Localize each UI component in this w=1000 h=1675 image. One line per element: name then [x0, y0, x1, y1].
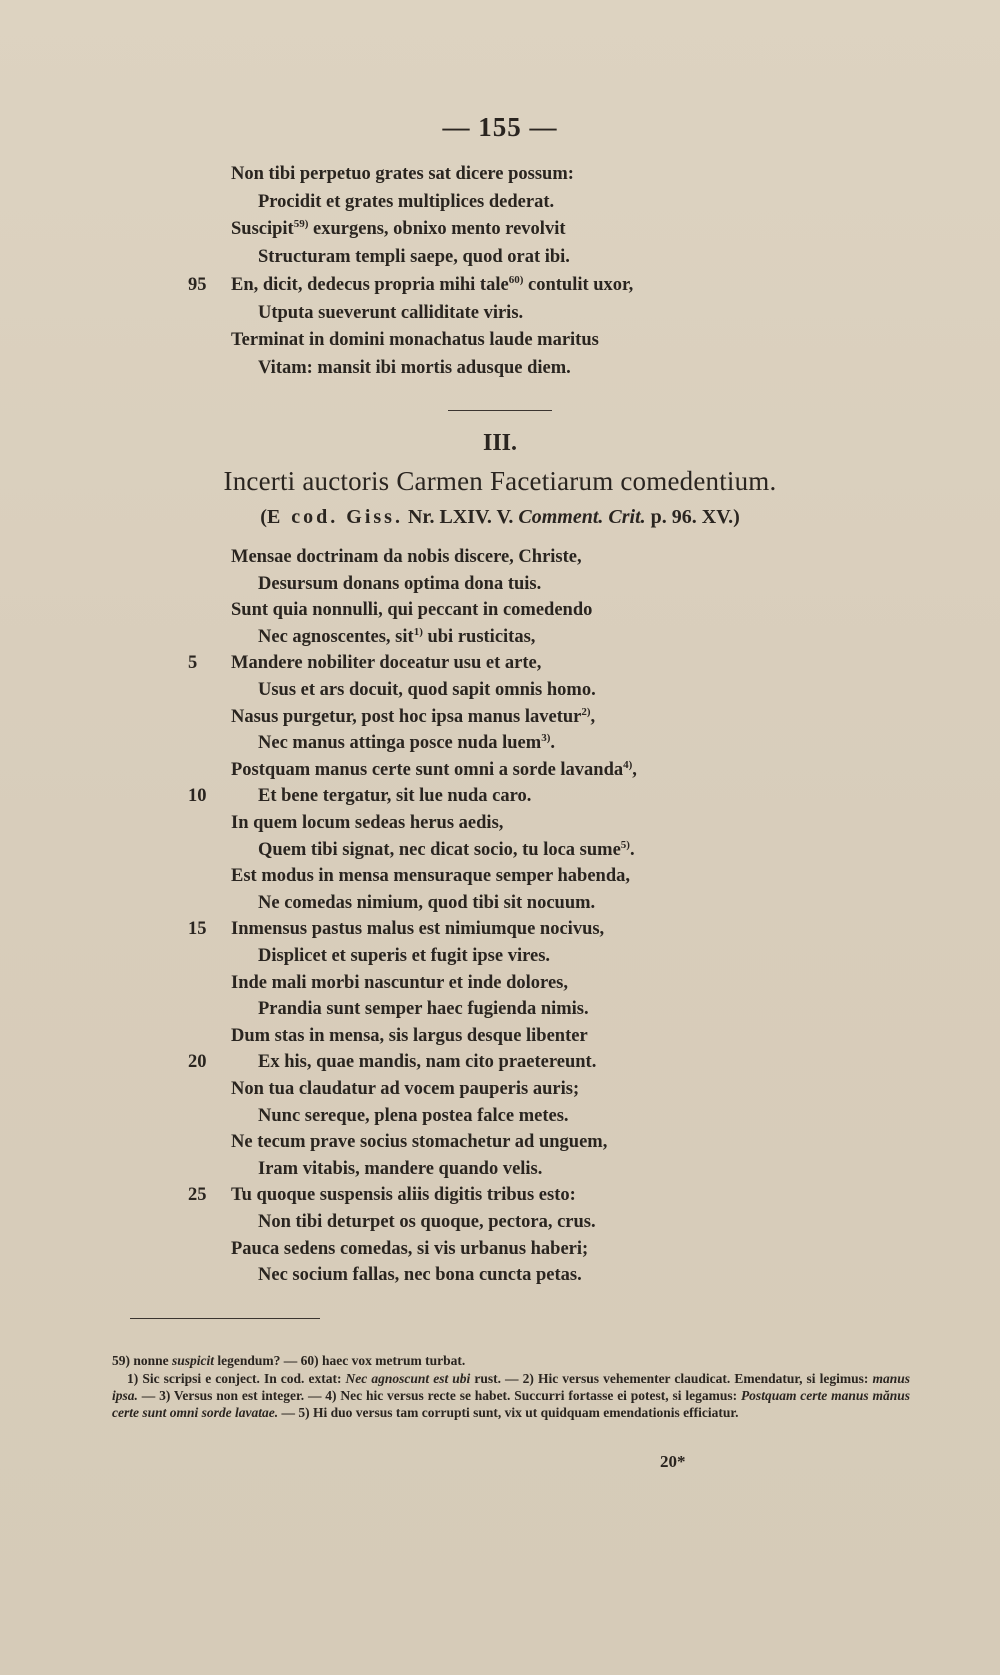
verse-text: Pauca sedens comedas, si vis urbanus haberi; [231, 1238, 589, 1259]
line-number: 25 [188, 1185, 207, 1206]
fn-1-b: rust. — 2) Hic versus vehementer claudicat. Emendatur, si legimus: [470, 1371, 873, 1386]
line-number: 10 [188, 786, 207, 807]
line-number: 20 [188, 1052, 207, 1073]
fn-5: — 5) Hi duo versus tam corrupti sunt, vix ut quidquam emendationis efficiatur. [278, 1405, 739, 1420]
source-open: ( [260, 506, 267, 528]
fn-59-em: suspicit [172, 1353, 215, 1368]
verse-text: Structuram templi saepe, quod orat ibi. [258, 247, 570, 268]
source-comment: Comment. Crit. [518, 506, 646, 528]
verse-text: Ex his, quae mandis, nam cito praetereunt. [258, 1052, 597, 1073]
fn-59-rest: legendum? — 60) haec vox metrum turbat. [214, 1353, 466, 1368]
verse-text: Nec agnoscentes, sit$^{1)}$ ubi rusticitas, [258, 625, 536, 647]
verse-text: Displicet et superis et fugit ipse vires. [258, 946, 551, 966]
verse-text: Desursum donans optima dona tuis. [258, 573, 542, 594]
source-page: p. 96. XV.) [645, 506, 740, 528]
footnote-marker: 5) [620, 838, 630, 851]
fn-1-em: Nec agnoscunt est ubi [345, 1371, 471, 1386]
section-divider [448, 410, 552, 411]
verse-text: Suscipit$^{59)}$ exurgens, obnixo mento revolvit [231, 218, 566, 240]
verse-text: Non tua claudatur ad vocem pauperis auris; [231, 1079, 580, 1099]
verse-text: Prandia sunt semper haec fugienda nimis. [258, 999, 589, 1020]
footnote-marker: 3) [541, 732, 551, 745]
footnote-divider [130, 1318, 320, 1319]
footnote-2 [112, 1370, 910, 1421]
signature-mark: 20* [660, 1452, 686, 1471]
verse-text: Mandere nobiliter doceatur usu et arte, [231, 653, 542, 674]
fn-1-a: 1) Sic scripsi e conject. In cod. extat: [127, 1371, 346, 1386]
verse-text: Nunc sereque, plena postea falce metes. [258, 1105, 569, 1126]
verse-text: Usus et ars docuit, quod sapit omnis homo. [258, 680, 596, 700]
verse-text: Postquam manus certe sunt omni a sorde lavanda$^{4)}$, [231, 758, 637, 780]
verse-text: Inmensus pastus malus est nimiumque nocivus, [231, 919, 605, 940]
verse-text: Mensae doctrinam da nobis discere, Christe, [231, 547, 582, 567]
verse-text: Non tibi perpetuo grates sat dicere possum: [231, 164, 574, 184]
fn-2-em: manus ipsa. [112, 1371, 910, 1403]
verse-text: Ne comedas nimium, quod tibi sit nocuum. [258, 892, 596, 913]
footnote-marker: 60) [508, 273, 524, 286]
verse-text: Nec manus attinga posce nuda luem$^{3)}$. [258, 732, 555, 754]
verse-text: Nasus purgetur, post hoc ipsa manus lavetur$^{2)}$, [231, 705, 596, 727]
verse-text: En, dicit, dedecus propria mihi tale$^{60)}$ contulit uxor, [231, 273, 634, 295]
verse-text: Iram vitabis, mandere quando velis. [258, 1158, 543, 1179]
verse-text: Tu quoque suspensis aliis digitis tribus esto: [231, 1185, 576, 1206]
section-number: III. [482, 430, 518, 456]
verse-text: Ne tecum prave socius stomachetur ad unguem, [231, 1132, 608, 1153]
footnote-marker: 1) [413, 625, 423, 638]
line-number: 95 [188, 274, 207, 295]
section-source [0, 506, 1000, 529]
verse-text: Non tibi deturpet os quoque, pectora, crus. [258, 1212, 596, 1232]
fn-59-num: 59) nonne [112, 1353, 173, 1368]
verse-text: Terminat in domini monachatus laude maritus [231, 330, 599, 351]
footnote-marker: 59) [293, 218, 309, 231]
line-number: 15 [188, 919, 207, 940]
footnote-1 [112, 1352, 910, 1369]
fn-4-em: Postquam certe manus mănus certe sunt omni sorde lavatae. [112, 1388, 911, 1420]
verse-text: Est modus in mensa mensuraque semper habenda, [231, 866, 631, 887]
verse-text: Quem tibi signat, nec dicat socio, tu loca sume$^{5)}$. [258, 838, 635, 860]
verse-text: Dum stas in mensa, sis largus desque libenter [231, 1025, 588, 1046]
source-codex: E cod. Giss. [266, 506, 403, 528]
footnote-marker: 2) [581, 705, 591, 718]
verse-text: Procidit et grates multiplices dederat. [258, 191, 555, 212]
verse-text: Inde mali morbi nascuntur et inde dolores, [231, 972, 568, 993]
verse-text: Sunt quia nonnulli, qui peccant in comedendo [231, 600, 593, 621]
verse-text: Vitam: mansit ibi mortis adusque diem. [258, 357, 571, 378]
verse-text: Nec socium fallas, nec bona cuncta petas. [258, 1265, 582, 1286]
verse-text: Utputa sueverunt calliditate viris. [258, 302, 524, 323]
footnote-marker: 4) [623, 758, 633, 771]
section-title: Incerti auctoris Carmen Facetiarum comedentium. [223, 466, 777, 496]
verse-text: In quem locum sedeas herus aedis, [231, 813, 504, 833]
verse-text: Et bene tergatur, sit lue nuda caro. [258, 786, 532, 807]
page-number: — 155 — [442, 112, 558, 142]
line-number: 5 [188, 653, 198, 674]
fn-3: — 3) Versus non est integer. — 4) Nec hic versus recte se habet. Succurri fortasse ei potest, si legamus: [137, 1388, 741, 1403]
source-number: Nr. LXIV. V. [402, 506, 519, 528]
